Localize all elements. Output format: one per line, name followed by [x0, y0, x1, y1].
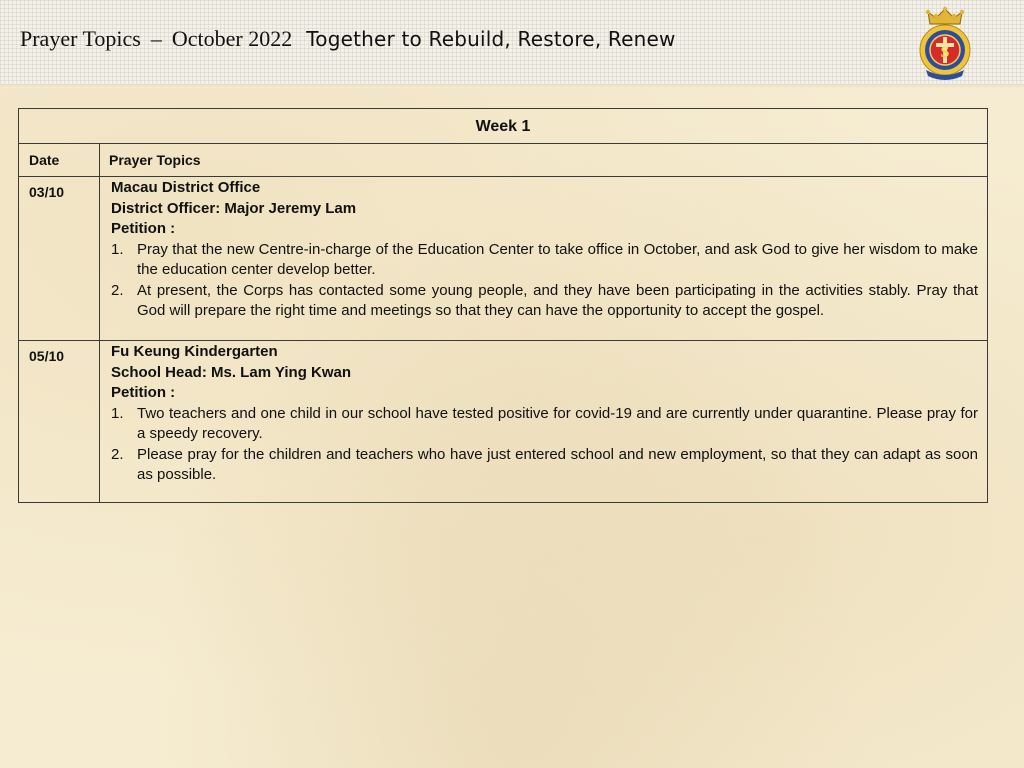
- list-item: [111, 445, 978, 486]
- title-month: October 2022: [171, 26, 293, 51]
- petition-label: Petition :: [111, 384, 176, 401]
- week-heading: Week 1: [19, 109, 987, 144]
- row-date: 03/10: [29, 184, 65, 200]
- page-title: [20, 26, 676, 52]
- row-content: [111, 342, 978, 486]
- organization-name: Macau District Office: [111, 179, 261, 196]
- prayer-table: [18, 108, 988, 503]
- list-item: [111, 404, 978, 445]
- list-text: At present, the Corps has contacted some young people, and they have been participating in the activities stably. Pray that God will prepare the right time and meetings so that they can have the opportunity to accept the gospel.: [137, 281, 978, 319]
- title-theme: Together to Rebuild, Restore, Renew: [306, 27, 676, 51]
- list-number: 2.: [111, 445, 124, 463]
- list-text: Pray that the new Centre-in-charge of the Education Center to take office in October, and ask God to give her wisdom to make the education center develop better.: [137, 240, 978, 278]
- table-row: [19, 177, 987, 341]
- header-bar: [0, 0, 1024, 84]
- list-text: Please pray for the children and teachers who have just entered school and new employment, so that they can adapt as soon as possible.: [137, 445, 978, 483]
- salvation-army-crest-icon: [914, 4, 976, 82]
- svg-text:S: S: [940, 44, 950, 61]
- list-number: 1.: [111, 404, 124, 422]
- row-date: 05/10: [29, 348, 65, 364]
- petition-label: Petition :: [111, 220, 176, 237]
- row-content: [111, 178, 978, 322]
- topics-column-header: Prayer Topics: [109, 152, 201, 168]
- list-number: 1.: [111, 240, 124, 258]
- table-row: [19, 341, 987, 502]
- list-text: Two teachers and one child in our school have tested positive for covid-19 and are currently under quarantine. Please pray for a speedy recovery.: [137, 404, 978, 442]
- date-column-header: Date: [29, 152, 60, 168]
- organization-name: Fu Keung Kindergarten: [111, 343, 278, 360]
- title-prayer-topics: Prayer Topics: [20, 26, 141, 51]
- officer-name: School Head: Ms. Lam Ying Kwan: [111, 363, 352, 381]
- list-item: [111, 281, 978, 322]
- header-divider: [0, 84, 1024, 88]
- petition-list: [111, 404, 978, 486]
- title-dash: –: [150, 26, 162, 51]
- list-item: [111, 240, 978, 281]
- list-number: 2.: [111, 281, 124, 299]
- officer-name: District Officer: Major Jeremy Lam: [111, 199, 357, 217]
- petition-list: [111, 240, 978, 322]
- table-header-row: [19, 144, 987, 177]
